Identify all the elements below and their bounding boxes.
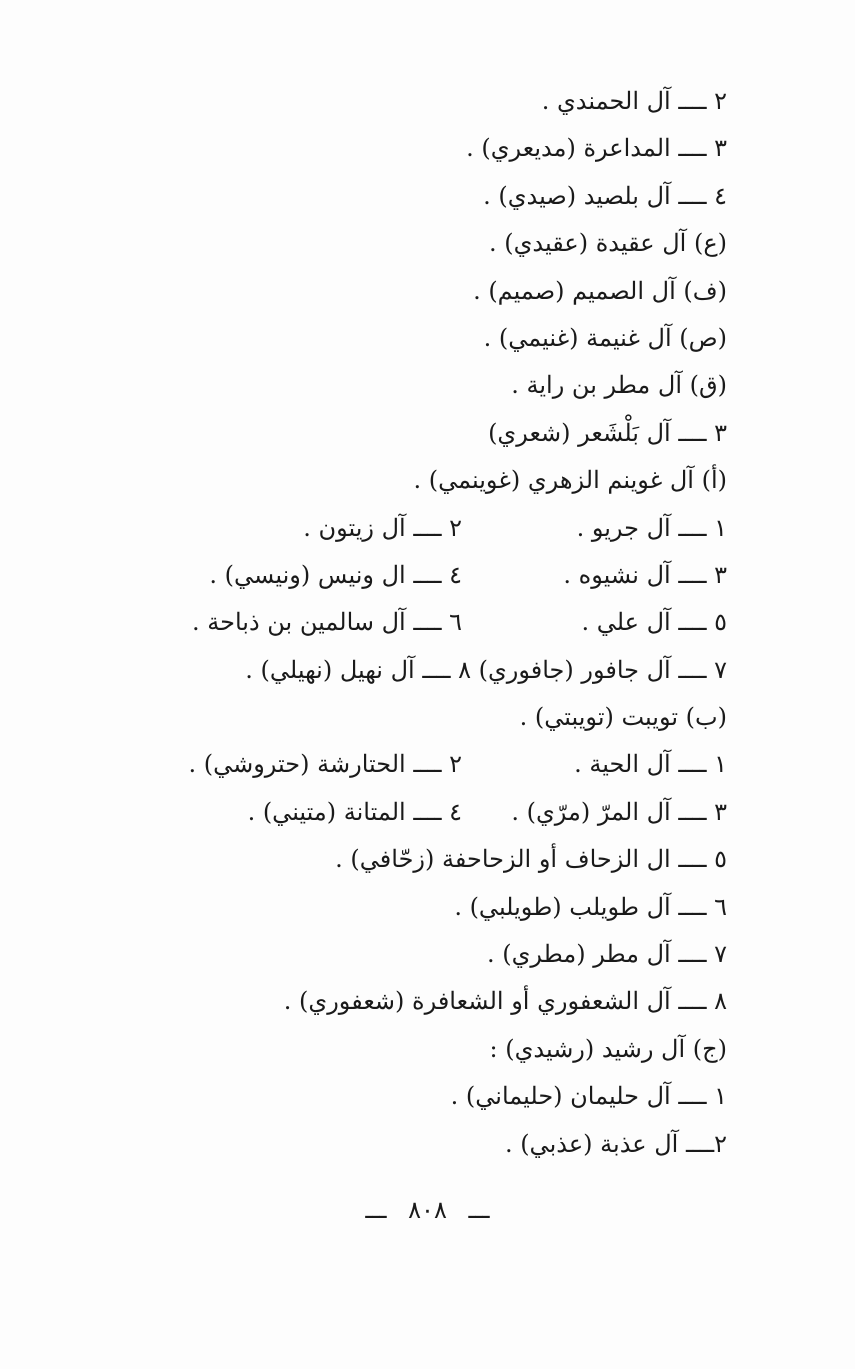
page-number-dash: ـــ: [365, 1196, 387, 1224]
list-item: ١ ــــ آل الحية .: [574, 750, 727, 779]
text-line: ٨ ــــ آل الشعفوري أو الشعافرة (شعفوري) .: [283, 987, 727, 1016]
text-line: (ص) آل غنيمة (غنيمي) .: [483, 323, 727, 352]
two-column-row: [167, 789, 727, 836]
list-item: ٢ ــــ الحتارشة (حتروشي) .: [188, 750, 462, 779]
list-item: ١ ــــ آل جريو .: [576, 513, 727, 542]
text-line: ٣ ــــ المداعرة (مديعري) .: [466, 134, 727, 163]
text-line: (أ) آل غوينم الزهري (غوينمي) .: [413, 466, 727, 495]
list-item: ٣ ــــ آل المرّ (مرّي) .: [511, 797, 727, 826]
text-line: ٧ ــــ آل مطر (مطري) .: [487, 940, 727, 969]
text-line: ٦ ــــ آل طويلب (طويلبي) .: [454, 892, 727, 921]
page-number: [0, 1196, 855, 1224]
text-block: [167, 78, 727, 1168]
text-line: ٣ ــــ آل بَلْشَعر (شعري): [488, 418, 727, 447]
text-line: ٤ ــــ آل بلصيد (صيدي) .: [483, 181, 727, 210]
text-line: ٧ ــــ آل جافور (جافوري) ٨ ــــ آل نهيل (نهيلي) .: [245, 655, 727, 684]
two-column-row: [167, 599, 727, 646]
text-line: (ع) آل عقيدة (عقيدي) .: [489, 229, 727, 258]
text-line: (ج) آل رشيد (رشيدي) :: [489, 1034, 727, 1063]
text-line: ٥ ــــ ال الزحاف أو الزحاحفة (زحّافي) .: [335, 845, 727, 874]
list-item: ٢ ــــ آل زيتون .: [303, 513, 462, 542]
text-line: ٢ــــ آل عذبة (عذبي) .: [504, 1129, 727, 1158]
two-column-row: [167, 552, 727, 599]
two-column-row: [167, 505, 727, 552]
section-heading: (ب) تويبت (تويبتي) .: [519, 703, 727, 732]
text-line: ١ ــــ آل حليمان (حليماني) .: [450, 1082, 727, 1111]
two-column-row: [167, 741, 727, 788]
list-item: ٣ ــــ آل نشيوه .: [563, 560, 727, 589]
page-number-value: ٨٠٨: [408, 1196, 447, 1224]
page-number-dash: ـــ: [468, 1196, 490, 1224]
list-item: ٥ ــــ آل علي .: [581, 608, 727, 637]
text-line: (ف) آل الصميم (صميم) .: [473, 276, 727, 305]
text-line: ٢ ــــ آل الحمندي .: [541, 87, 727, 115]
list-item: ٤ ــــ ال ونيس (ونيسي) .: [209, 560, 462, 589]
text-line: (ق) آل مطر بن راية .: [511, 371, 727, 400]
list-item: ٦ ــــ آل سالمين بن ذباحة .: [192, 608, 462, 637]
list-item: ٤ ــــ المتانة (متيني) .: [247, 797, 462, 826]
